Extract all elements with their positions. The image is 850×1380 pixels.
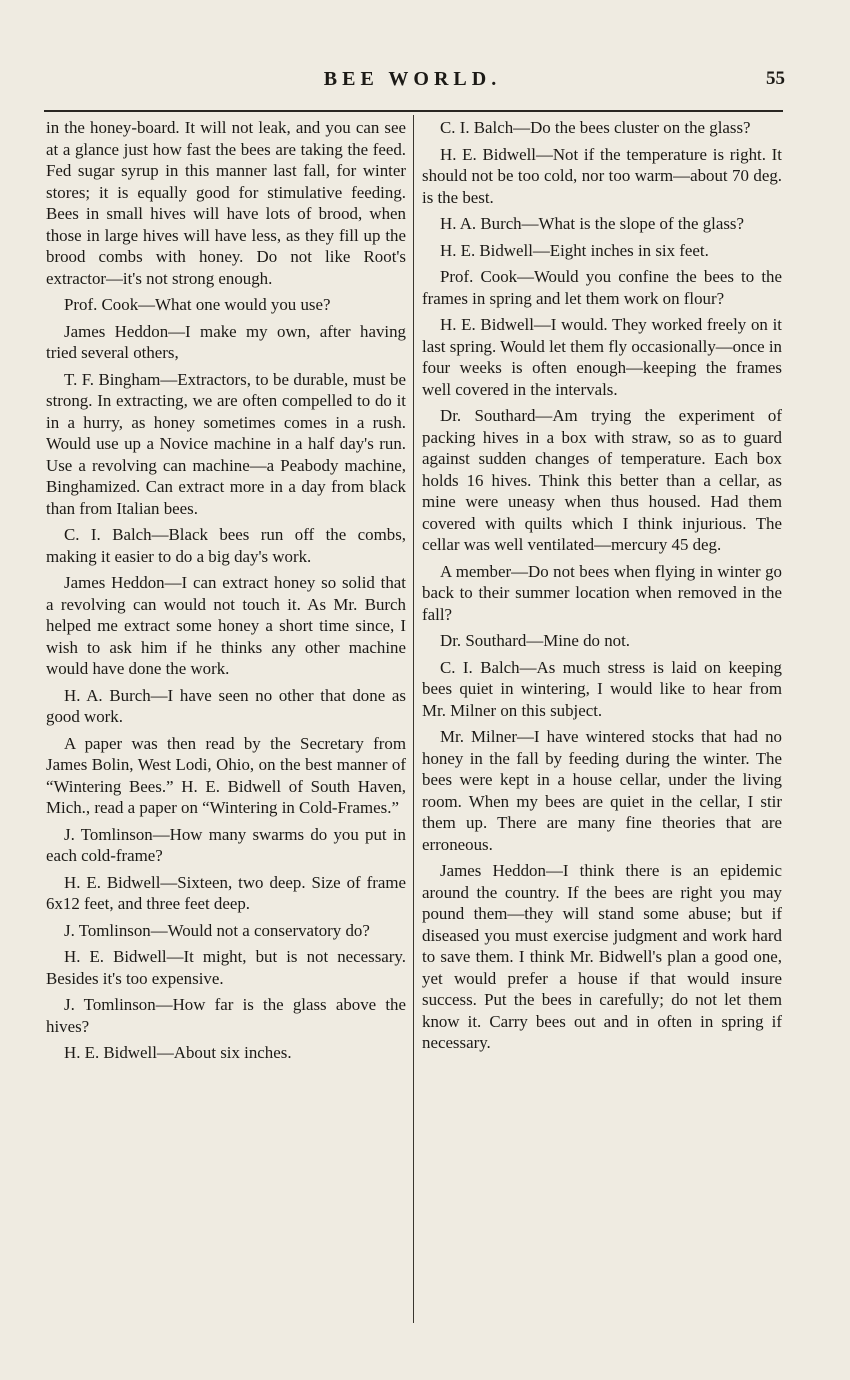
paragraph: H. E. Bidwell—Not if the temperature is right. It should not be too cold, nor too warm—about 70 deg. is the best. — [422, 144, 782, 207]
paragraph: A member—Do not bees when flying in winter go back to their summer location when removed in the fall? — [422, 561, 782, 624]
paragraph: Dr. Southard—Am trying the experiment of packing hives in a box with straw, so as to guard against sudden changes of temperature. Each box holds 16 hives. Think this better than a cellar, as mine were uneasy when thus housed. Had them covered with quilts which I think injurious. The cellar was well ventilated—mercury 45 deg. — [422, 406, 782, 554]
paragraph: James Heddon—I think there is an epidemic around the country. If the bees are right you may pound them—they will stand some abuse; but if diseased you must exercise judgment and work hard to save them. I think Mr. Bidwell's plan a good one, yet would prefer a house if that would insure success. Put the bees in carefully; do not let them know it. Carry bees out and in often in spring if necessary. — [422, 861, 782, 1052]
paragraph: J. Tomlinson—How far is the glass above the hives? — [46, 995, 406, 1036]
paragraph: C. I. Balch—Black bees run off the combs, making it easier to do a big day's work. — [46, 525, 406, 566]
paragraph: H. A. Burch—I have seen no other that done as good work. — [46, 685, 406, 726]
page-number: 55 — [766, 68, 785, 89]
paragraph: Mr. Milner—I have wintered stocks that had no honey in the fall by feeding during the winter. The bees were kept in a house cellar, under the living room. When my bees are quiet in the cellar, I stir them up. There are many fine theories that are erroneous. — [422, 727, 782, 854]
paragraph: T. F. Bingham—Extractors, to be durable, must be strong. In extracting, we are often compelled to do it in a hurry, as honey sometimes comes in a rush. Would use up a Novice machine in a half day's run. Use a revolving can machine—a Peabody machine, Binghamized. Can extract more in a day from black than from Italian bees. — [46, 369, 406, 518]
running-title: BEE WORLD. — [323, 68, 502, 90]
paragraph: Prof. Cook—What one would you use? — [64, 295, 331, 314]
column-divider — [413, 115, 414, 1323]
paragraph: H. A. Burch—What is the slope of the glass? — [440, 214, 744, 233]
paragraph: H. E. Bidwell—Sixteen, two deep. Size of frame 6x12 feet, and three feet deep. — [46, 872, 406, 913]
paragraph: H. E. Bidwell—Eight inches in six feet. — [440, 240, 709, 260]
paragraph: Prof. Cook—Would you confine the bees to the frames in spring and let them work on flour? — [422, 267, 782, 308]
paragraph: C. I. Balch—Do the bees cluster on the glass? — [440, 118, 751, 137]
paragraph: J. Tomlinson—How many swarms do you put in each cold-frame? — [46, 824, 406, 865]
header-rule — [44, 110, 783, 112]
paragraph: J. Tomlinson—Would not a conservatory do? — [64, 920, 370, 940]
paragraph: in the honey-board. It will not leak, and you can see at a glance just how fast the bees are taking the feed. Fed sugar syrup in this manner last fall, for winter stores; it is equally good for stimulative feeding. Bees in small hives will have lots of brood, when those in large hives will have less, as they fill up the brood combs with honey. Do not like Root's extractor—it's not strong enough. — [46, 118, 406, 288]
paragraph: C. I. Balch—As much stress is laid on keeping bees quiet in wintering, I would like to hear from Mr. Milner on this subject. — [422, 657, 782, 720]
paragraph: James Heddon—I can extract honey so solid that a revolving can would not touch it. As Mr. Burch helped me extract some honey a short time since, I wish to ask him if he thinks any other machine would have done the work. — [46, 573, 406, 678]
paragraph: A paper was then read by the Secretary from James Bolin, West Lodi, Ohio, on the best manner of “Wintering Bees.” H. E. Bidwell of South Haven, Mich., read a paper on “Wintering in Cold-Frames.” — [46, 733, 406, 817]
right-column — [422, 117, 782, 1059]
paragraph: Dr. Southard—Mine do not. — [440, 631, 631, 650]
paragraph: James Heddon—I make my own, after having tried several others, — [46, 321, 406, 362]
left-column — [46, 117, 406, 1069]
paragraph: H. E. Bidwell—About six inches. — [64, 1043, 292, 1062]
page-header — [40, 68, 785, 102]
paragraph: H. E. Bidwell—I would. They worked freely on it last spring. Would let them fly occasionally—once in four weeks is often enough—keeping the frames well covered in the intervals. — [422, 315, 782, 399]
paragraph: H. E. Bidwell—It might, but is not necessary. Besides it's too expensive. — [46, 947, 406, 988]
